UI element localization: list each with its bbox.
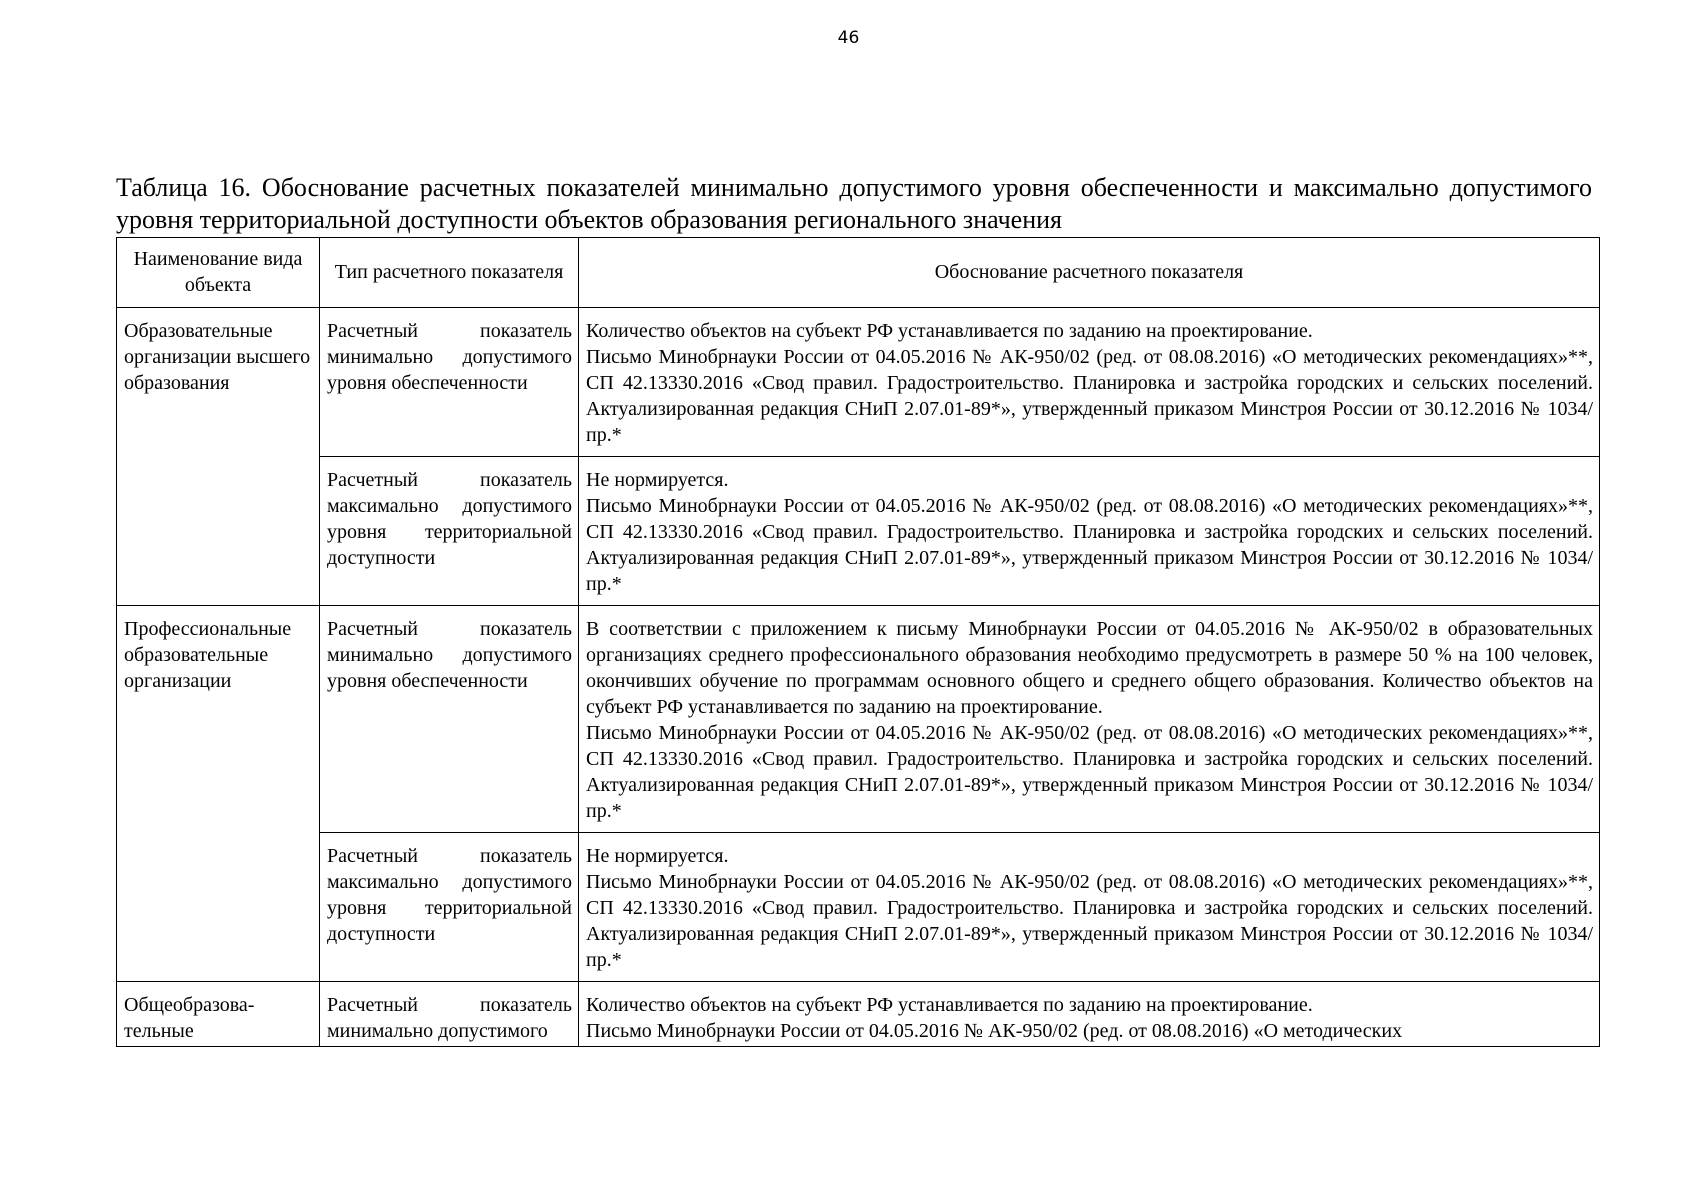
table-row	[117, 308, 1600, 457]
page-number: 46	[837, 28, 860, 48]
justification-paragraph: Письмо Минобрнауки России от 04.05.2016 № АК-950/02 (ред. от 08.08.2016) «О методических рекомендациях»**, СП 42.13330.2016 «Свод правил. Градостроительство. Планировка и застройка городских и сельских поселений. Актуализированная редакция СНиП 2.07.01-89*», утвержденный приказом Минстроя России от 30.12.2016 № 1034/пр.*	[586, 495, 1593, 595]
indicator-type-cell: Расчетный показатель максимально допустимого уровня территориальной доступности	[320, 457, 579, 606]
table-row	[117, 606, 1600, 833]
indicator-type-cell: Расчетный показатель минимально допустимого уровня обеспеченности	[320, 308, 579, 457]
justification-paragraph: Не нормируется.	[586, 469, 729, 491]
header-object-type: Наименование вида объекта	[117, 238, 320, 308]
justification-cell	[579, 308, 1600, 457]
justification-cell	[579, 833, 1600, 982]
indicator-type-cell: Расчетный показатель минимально допустимого	[320, 982, 579, 1047]
object-name-cell: Профессиональные образовательные организации	[117, 606, 320, 982]
object-name-cell: Общеобразова-тельные	[117, 982, 320, 1047]
justification-paragraph: Не нормируется.	[586, 845, 729, 867]
justification-paragraph: Количество объектов на субъект РФ устанавливается по заданию на проектирование.	[586, 994, 1313, 1016]
table-row	[117, 833, 1600, 982]
justification-paragraph: Письмо Минобрнауки России от 04.05.2016 № АК-950/02 (ред. от 08.08.2016) «О методических рекомендациях»**, СП 42.13330.2016 «Свод правил. Градостроительство. Планировка и застройка городских и сельских поселений. Актуализированная редакция СНиП 2.07.01-89*», утвержденный приказом Минстроя России от 30.12.2016 № 1034/пр.*	[586, 346, 1593, 446]
justification-cell	[579, 457, 1600, 606]
indicator-type-cell: Расчетный показатель максимально допустимого уровня территориальной доступности	[320, 833, 579, 982]
indicator-type-cell: Расчетный показатель минимально допустимого уровня обеспеченности	[320, 606, 579, 833]
table-row	[117, 982, 1600, 1047]
table-caption: Таблица 16. Обоснование расчетных показателей минимально допустимого уровня обеспеченности и максимально допустимого уровня территориальной доступности объектов образования регионального значения	[116, 173, 1592, 234]
justification-paragraph: Письмо Минобрнауки России от 04.05.2016 № АК-950/02 (ред. от 08.08.2016) «О методических рекомендациях»**, СП 42.13330.2016 «Свод правил. Градостроительство. Планировка и застройка городских и сельских поселений. Актуализированная редакция СНиП 2.07.01-89*», утвержденный приказом Минстроя России от 30.12.2016 № 1034/пр.*	[586, 722, 1593, 822]
header-justification: Обоснование расчетного показателя	[579, 238, 1600, 308]
justification-cell	[579, 606, 1600, 833]
justification-paragraph: Письмо Минобрнауки России от 04.05.2016 № АК-950/02 (ред. от 08.08.2016) «О методических	[586, 1020, 1403, 1042]
table-row	[117, 457, 1600, 606]
justification-cell	[579, 982, 1600, 1047]
justification-paragraph: В соответствии с приложением к письму Минобрнауки России от 04.05.2016 № АК-950/02 в образовательных организациях среднего профессионального образования необходимо предусмотреть в размере 50 % на 100 человек, окончивших обучение по программам основного общего и среднего общего образования. Количество объектов на субъект РФ устанавливается по заданию на проектирование.	[586, 618, 1593, 718]
object-name-cell: Образовательные организации высшего образования	[117, 308, 320, 606]
header-indicator-type: Тип расчетного показателя	[320, 238, 579, 308]
justification-paragraph: Письмо Минобрнауки России от 04.05.2016 № АК-950/02 (ред. от 08.08.2016) «О методических рекомендациях»**, СП 42.13330.2016 «Свод правил. Градостроительство. Планировка и застройка городских и сельских поселений. Актуализированная редакция СНиП 2.07.01-89*», утвержденный приказом Минстроя России от 30.12.2016 № 1034/пр.*	[586, 871, 1593, 971]
justification-paragraph: Количество объектов на субъект РФ устанавливается по заданию на проектирование.	[586, 320, 1313, 342]
table-header-row	[117, 238, 1600, 308]
standards-table	[116, 237, 1600, 1047]
